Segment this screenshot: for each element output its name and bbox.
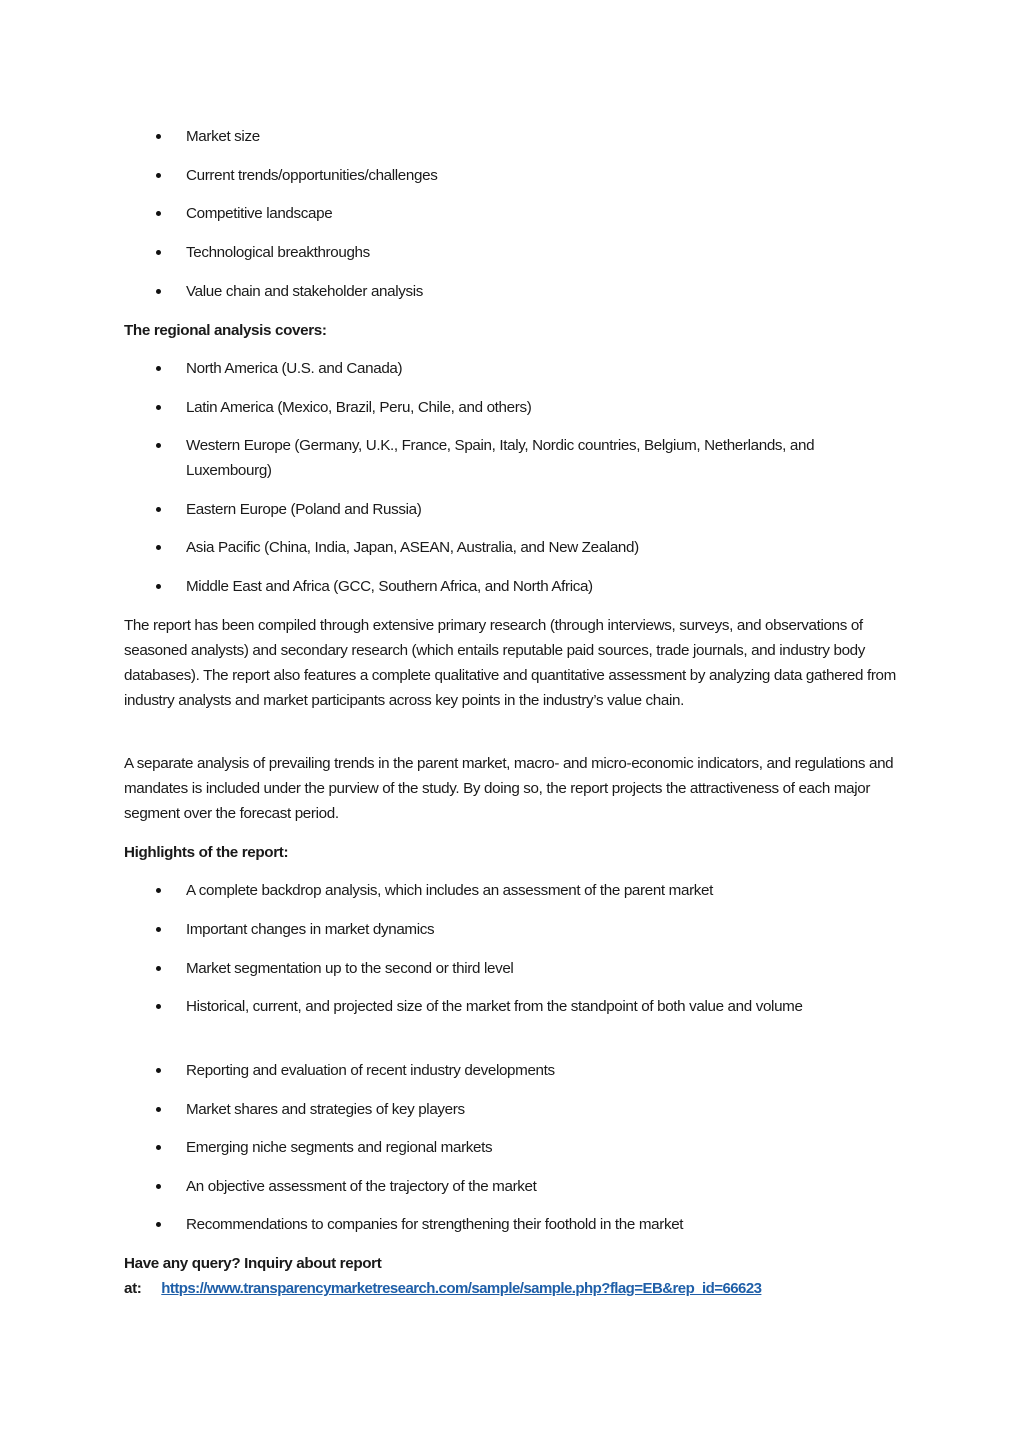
list-item-text: Technological breakthroughs	[186, 244, 370, 261]
list-item-text: An objective assessment of the trajectory of the market	[186, 1178, 537, 1195]
paragraph: The report has been compiled through extensive primary research (through interviews, surveys, and observations of seasoned analysts) and secondary research (which entails reputable paid sources, trade journals, and industry body databases). The report also features a complete qualitative and quantitative assessment by analyzing data gathered from industry analysts and market participants across key points in the industry’s value chain.	[124, 617, 896, 709]
bullet-icon	[156, 405, 161, 410]
bullet-icon	[156, 443, 161, 448]
bullet-icon	[156, 545, 161, 550]
list-item-text: Competitive landscape	[186, 205, 333, 222]
list-item-text: Eastern Europe (Poland and Russia)	[186, 501, 422, 518]
bullet-icon	[156, 289, 161, 294]
bullet-icon	[156, 173, 161, 178]
list-item-text: Important changes in market dynamics	[186, 921, 435, 938]
bullet-icon	[156, 1145, 161, 1150]
bullet-icon	[156, 966, 161, 971]
list-item-text: Asia Pacific (China, India, Japan, ASEAN, Australia, and New Zealand)	[186, 539, 639, 556]
bullet-icon	[156, 1222, 161, 1227]
bullet-icon	[156, 250, 161, 255]
bullet-icon	[156, 1068, 161, 1073]
bullet-icon	[156, 366, 161, 371]
list-item-text: Value chain and stakeholder analysis	[186, 283, 424, 300]
query-text: Have any query? Inquiry about report	[124, 1255, 382, 1272]
bullet-icon	[156, 1004, 161, 1009]
report-inquiry-link[interactable]: https://www.transparencymarketresearch.com/sample/sample.php?flag=EB&rep_id=66623	[161, 1280, 762, 1297]
list-item-text: Current trends/opportunities/challenges	[186, 167, 438, 184]
list-item-text: Western Europe (Germany, U.K., France, Spain, Italy, Nordic countries, Belgium, Netherlands, and Luxembourg)	[186, 437, 815, 479]
list-item-text: A complete backdrop analysis, which includes an assessment of the parent market	[186, 882, 713, 899]
list-item-text: North America (U.S. and Canada)	[186, 360, 403, 377]
bullet-icon	[156, 584, 161, 589]
list-item-text: Recommendations to companies for strengthening their foothold in the market	[186, 1216, 684, 1233]
list-item-text: Market shares and strategies of key players	[186, 1101, 465, 1118]
bullet-icon	[156, 1107, 161, 1112]
list-item-text: Market segmentation up to the second or third level	[186, 960, 514, 977]
list-item-text: Latin America (Mexico, Brazil, Peru, Chile, and others)	[186, 399, 532, 416]
bullet-icon	[156, 927, 161, 932]
paragraph: A separate analysis of prevailing trends in the parent market, macro- and micro-economic indicators, and regulations and mandates is included under the purview of the study. By doing so, the report projects the attractiveness of each major segment over the forecast period.	[124, 755, 894, 822]
bullet-icon	[156, 507, 161, 512]
bullet-icon	[156, 888, 161, 893]
query-link-line	[124, 1276, 924, 1301]
bullet-icon	[156, 134, 161, 139]
list-item-text: Middle East and Africa (GCC, Southern Africa, and North Africa)	[186, 578, 593, 595]
list-item-text: Historical, current, and projected size of the market from the standpoint of both value and volume	[186, 998, 803, 1015]
bullet-icon	[156, 1184, 161, 1189]
list-item-text: Reporting and evaluation of recent industry developments	[186, 1062, 555, 1079]
regional-heading: The regional analysis covers:	[124, 322, 327, 339]
list-item-text: Market size	[186, 128, 260, 145]
bullet-icon	[156, 211, 161, 216]
query-prefix: at:	[124, 1280, 142, 1297]
highlights-heading: Highlights of the report:	[124, 844, 289, 861]
list-item-text: Emerging niche segments and regional markets	[186, 1139, 493, 1156]
